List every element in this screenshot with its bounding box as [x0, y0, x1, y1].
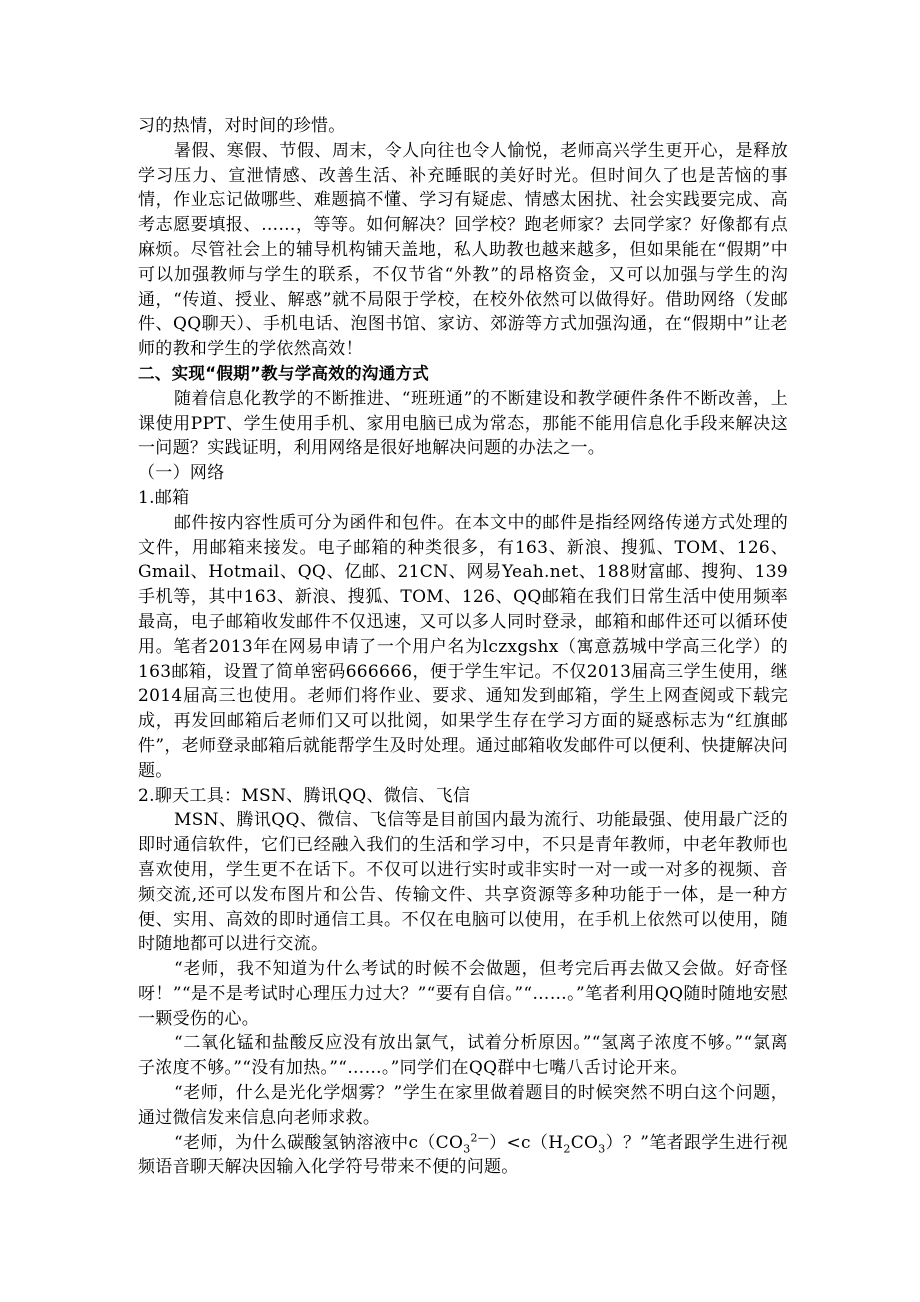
section-heading: 二、实现“假期”教与学高效的沟通方式: [138, 363, 430, 383]
carbonate-superscript-1: 2—: [470, 1131, 490, 1145]
paragraph-chat-tools: MSN、腾讯QQ、微信、飞信等是目前国内最为流行、功能最强、使用最广泛的即时通信软件，它们已经融入我们的生活和学习中，不只是青年教师，中老年教师也喜欢使用，学生更不在话下。不仅可以进行实时或非实时一对一或一对多的视频、音频交流,还可以发布图片和公告、传输文件、共享资源等多种功能于一体，是一种方便、实用、高效的即时通信工具。不仅在电脑可以使用，在手机上依然可以使用，随时随地都可以进行交流。: [138, 810, 788, 955]
carbonate-subscript-1: 3: [463, 1142, 471, 1156]
subsection-heading-network: （一）网络: [138, 463, 225, 484]
carbonate-subscript-3: 3: [598, 1142, 606, 1156]
paragraph-mailbox: 邮件按内容性质可分为函件和包件。在本文中的邮件是指经网络传递方式处理的文件，用邮箱来接发。电子邮箱的种类很多，有163、新浪、搜狐、TOM、126、Gmail、Hotmail、QQ、亿邮、21CN、网易Yeah.net、188财富邮、搜狗、139手机等，其中163、新浪、搜狐、TOM、126、QQ邮箱在我们日常生活中使用频率最高，电子邮箱收发邮件不仅迅速，又可以多人同时登录，邮箱和邮件还可以循环使用。笔者2013年在网易申请了一个用户名为lczxgshx（寓意荔城中学高三化学）的163邮箱，设置了简单密码666666，便于学生牢记。不仅2013届高三学生使用，继2014届高三也使用。老师们将作业、要求、通知发到邮箱，学生上网查阅或下载完成，再发回邮箱后老师们又可以批阅，如果学生存在学习方面的疑惑标志为“红旗邮件”，老师登录邮箱后就能帮学生及时处理。通过邮箱收发邮件可以便利、快捷解决问题。: [138, 512, 788, 781]
item-heading-chat-tools: 2.聊天工具：MSN、腾讯QQ、微信、飞信: [138, 785, 471, 806]
paragraph-dialogue-exam: “老师，我不知道为什么考试的时候不会做题，但考完后再去做又会做。好奇怪呀！”“是不是考试时心理压力过大？”“要有自信。”“……。”笔者利用QQ随时随地安慰一颗受伤的心。: [138, 959, 788, 1029]
carbonate-subscript-2: 2: [563, 1142, 571, 1156]
paragraph-dialogue-carbonate: [138, 1131, 788, 1181]
paragraph-informatization: 随着信息化教学的不断推进、“班班通”的不断建设和教学硬件条件不断改善，上课使用PPT、学生使用手机、家用电脑已成为常态，那能不能用信息化手段来解决这一问题？实践证明，利用网络是很好地解决问题的办法之一。: [138, 388, 788, 459]
carbonate-text-3: CO: [570, 1132, 599, 1153]
paragraph-intro-tail: 习的热情，对时间的珍惜。: [138, 116, 346, 136]
paragraph-dialogue-smog: “老师，什么是光化学烟雾？”学生在家里做着题目的时候突然不明白这个问题，通过微信发来信息向老师求救。: [138, 1083, 788, 1128]
carbonate-text-1: “老师，为什么碳酸氢钠溶液中c（CO: [174, 1132, 464, 1153]
carbonate-text-4: ）？”笔者跟学生进行视频语音聊天解决因输入化学符号带来不便的问题。: [138, 1132, 788, 1178]
item-heading-mailbox: 1.邮箱: [138, 487, 190, 508]
paragraph-holiday: 暑假、寒假、节假、周末，令人向往也令人愉悦，老师高兴学生更开心，是释放学习压力、宣泄情感、改善生活、补充睡眠的美好时光。但时间久了也是苦恼的事情，作业忘记做哪些、难题搞不懂、学习有疑虑、情感太困扰、社会实践要完成、高考志愿要填报、……，等等。如何解决？回学校？跑老师家？去同学家？好像都有点麻烦。尽管社会上的辅导机构铺天盖地，私人助教也越来越多，但如果能在“假期”中可以加强教师与学生的联系，不仅节省“外教”的昂格资金，又可以加强与学生的沟通，“传道、授业、解惑”就不局限于学校，在校外依然可以做得好。借助网络（发邮件、QQ聊天）、手机电话、泡图书馆、家访、郊游等方式加强沟通，在“假期中”让老师的教和学生的学依然高效！: [138, 140, 788, 360]
carbonate-text-2: ）<c（H: [489, 1132, 564, 1153]
paragraph-dialogue-chlorine: “二氧化锰和盐酸反应没有放出氯气，试着分析原因。”“氢离子浓度不够。”“氯离子浓度不够。”“没有加热。”“……。”同学们在QQ群中七嘴八舌讨论开来。: [138, 1033, 788, 1079]
document-body: [138, 114, 788, 1180]
